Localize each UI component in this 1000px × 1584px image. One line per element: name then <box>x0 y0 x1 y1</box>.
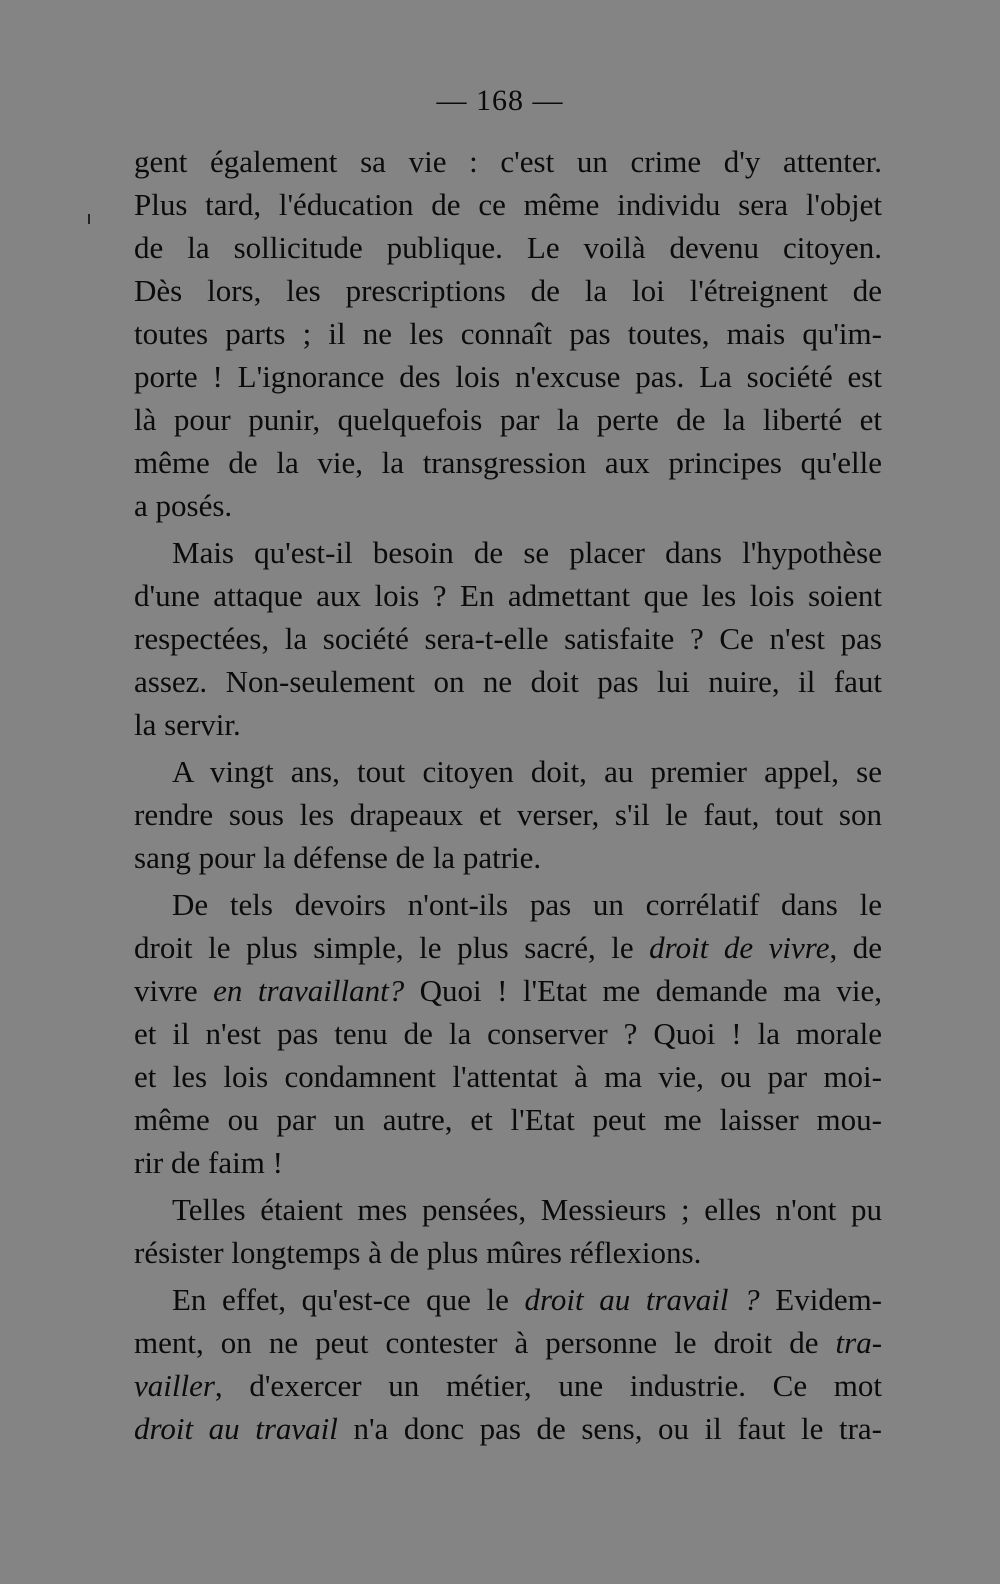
text-line: Plus tard, l'éducation de ce même individu sera l'objet <box>134 187 882 222</box>
text-line: même ou par un autre, et l'Etat peut me laisser mou- <box>134 1102 882 1137</box>
text-line: A vingt ans, tout citoyen doit, au premier appel, se <box>172 754 882 789</box>
paragraph-1 <box>134 140 882 527</box>
text-line: sang pour la défense de la patrie. <box>134 840 542 875</box>
margin-mark <box>88 214 90 224</box>
paragraph-2 <box>134 531 882 746</box>
text-run: n'a donc pas de sens, ou il faut le tra- <box>353 1411 882 1446</box>
text-line: gent également sa vie : c'est un crime d'y attenter. <box>134 144 882 179</box>
italic-phrase: tra- <box>835 1325 883 1360</box>
paragraph-5 <box>134 1188 882 1274</box>
text-line <box>134 926 882 969</box>
text-line <box>134 969 882 1012</box>
text-run: , de <box>829 930 883 965</box>
text-line: rendre sous les drapeaux et verser, s'il le faut, tout son <box>134 797 882 832</box>
paragraph-6 <box>134 1278 882 1450</box>
text-run: vivre <box>134 973 198 1008</box>
text-line: rir de faim ! <box>134 1145 283 1180</box>
text-line: de la sollicitude publique. Le voilà devenu citoyen. <box>134 230 882 265</box>
text-line: d'une attaque aux lois ? En admettant que les lois soient <box>134 578 882 613</box>
text-line <box>134 1364 882 1407</box>
text-line: porte ! L'ignorance des lois n'excuse pas. La société est <box>134 359 882 394</box>
text-line: la servir. <box>134 707 241 742</box>
text-line: et les lois condamnent l'attentat à ma vie, ou par moi- <box>134 1059 882 1094</box>
text-line: toutes parts ; il ne les connaît pas toutes, mais qu'im- <box>134 316 882 351</box>
text-line: et il n'est pas tenu de la conserver ? Quoi ! la morale <box>134 1016 882 1051</box>
text-line: Mais qu'est-il besoin de se placer dans l'hypothèse <box>172 535 882 570</box>
text-line: là pour punir, quelquefois par la perte de la liberté et <box>134 402 882 437</box>
text-line <box>134 1321 882 1364</box>
text-run: Quoi ! l'Etat me demande ma vie, <box>419 973 882 1008</box>
italic-phrase: droit au travail <box>134 1411 338 1446</box>
paragraph-3 <box>134 750 882 879</box>
italic-phrase: en travaillant? <box>213 973 405 1008</box>
text-line: même de la vie, la transgression aux principes qu'elle <box>134 445 882 480</box>
text-line: respectées, la société sera-t-elle satisfaite ? Ce n'est pas <box>134 621 882 656</box>
text-line: Dès lors, les prescriptions de la loi l'étreignent de <box>134 273 882 308</box>
text-run: En effet, qu'est-ce que le <box>172 1282 509 1317</box>
text-run: Evidem- <box>775 1282 883 1317</box>
page-number: — 168 — <box>436 84 564 117</box>
text-run: , d'exercer un métier, une industrie. Ce mot <box>214 1368 882 1403</box>
text-line <box>134 1407 882 1450</box>
text-run: ment, on ne peut contester à personne le droit de <box>134 1325 819 1360</box>
paragraph-4 <box>134 883 882 1184</box>
italic-phrase: droit de vivre <box>649 930 830 965</box>
italic-phrase: droit au travail ? <box>524 1282 760 1317</box>
text-line <box>134 1278 882 1321</box>
text-line: résister longtemps à de plus mûres réflexions. <box>134 1235 702 1270</box>
text-line: a posés. <box>134 488 233 523</box>
body-text <box>134 140 882 1450</box>
text-run: droit le plus simple, le plus sacré, le <box>134 930 634 965</box>
italic-phrase: vailler <box>134 1368 215 1403</box>
text-line: Telles étaient mes pensées, Messieurs ; elles n'ont pu <box>172 1192 882 1227</box>
text-line: De tels devoirs n'ont-ils pas un corrélatif dans le <box>172 887 882 922</box>
text-line: assez. Non-seulement on ne doit pas lui nuire, il faut <box>134 664 882 699</box>
